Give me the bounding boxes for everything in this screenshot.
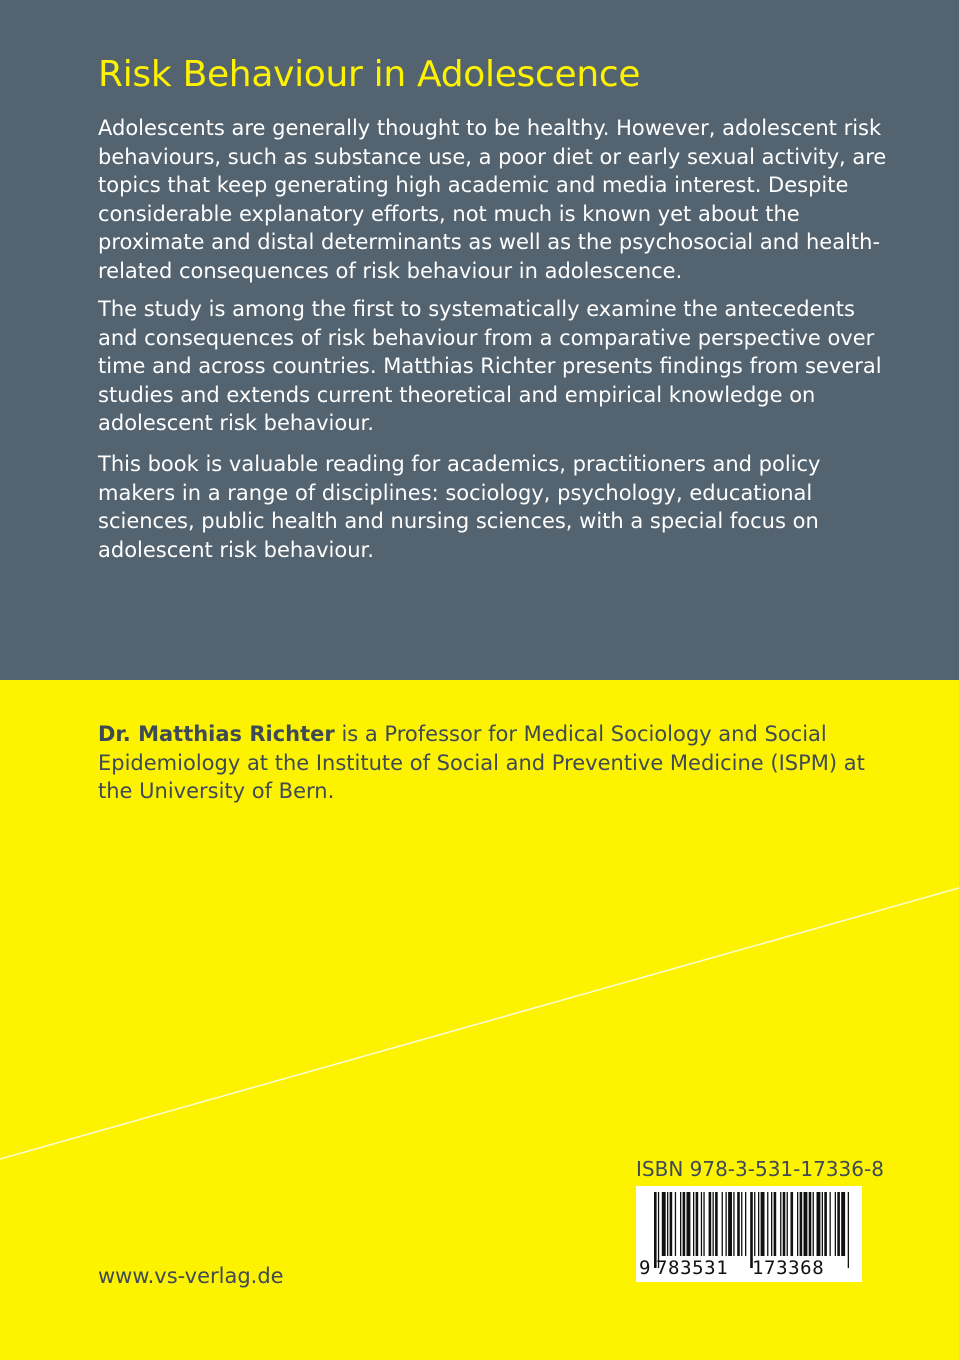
barcode-bar	[783, 1192, 786, 1256]
barcode-bar	[817, 1192, 821, 1256]
barcode-bar	[824, 1192, 827, 1256]
barcode-bar	[791, 1192, 794, 1256]
barcode-digits	[636, 1255, 862, 1281]
barcode-bar	[754, 1192, 755, 1256]
barcode-bar	[771, 1192, 772, 1256]
barcode-bar	[701, 1192, 702, 1256]
barcode-bar	[675, 1192, 676, 1256]
barcode-bar	[670, 1192, 673, 1256]
barcode-bar	[761, 1192, 765, 1256]
barcode-bar	[822, 1192, 823, 1256]
barcode-bar	[841, 1192, 845, 1256]
barcode-bar	[830, 1192, 831, 1256]
barcode-bar	[662, 1192, 666, 1256]
blurb-paragraph-1: Adolescents are generally thought to be healthy. However, adolescent risk behaviours, such as substance use, a poor diet or early sexual activity, are topics that keep generating high academic and media interest. Despite considerable explanatory efforts, not much is known yet about the proximate and distal determinants as well as the psychosocial and health-related consequences of risk behaviour in adolescence.	[98, 116, 887, 283]
barcode-left-digits: 783531	[656, 1257, 729, 1279]
barcode-bar	[797, 1192, 798, 1256]
barcode-bar	[745, 1192, 746, 1256]
barcode-bar	[758, 1192, 759, 1256]
author-bio	[98, 720, 898, 806]
barcode-bar	[713, 1192, 714, 1256]
barcode-bar	[800, 1192, 803, 1256]
author-name: Dr. Matthias Richter	[98, 722, 335, 746]
barcode-bar	[728, 1192, 732, 1256]
barcode-bar	[667, 1192, 668, 1256]
barcode	[636, 1186, 862, 1282]
blurb-paragraph-2: The study is among the first to systematically examine the antecedents and consequences of risk behaviour from a comparative perspective over time and across countries. Matthias Richter presents findings from several studies and extends current theoretical and empirical knowledge on adolescent risk behaviour.	[98, 297, 882, 435]
barcode-bar	[767, 1192, 768, 1256]
barcode-bar	[696, 1192, 699, 1256]
barcode-bar	[733, 1192, 734, 1256]
barcode-first-digit: 9	[639, 1257, 651, 1279]
barcode-bar	[693, 1192, 694, 1256]
barcode-bar	[722, 1192, 723, 1256]
barcode-bar	[737, 1192, 740, 1256]
barcode-bar	[835, 1192, 836, 1256]
barcode-bar	[837, 1192, 840, 1256]
book-title: Risk Behaviour in Adolescence	[98, 54, 641, 95]
author-description: is a Professor for Medical Sociology and Social Epidemiology at the Institute of Social and Preventive Medicine (ISPM) at the University of Bern.	[98, 722, 865, 803]
barcode-bar	[809, 1192, 812, 1256]
barcode-bar	[774, 1192, 777, 1256]
barcode-bar	[703, 1192, 704, 1256]
barcode-bar	[804, 1192, 808, 1256]
barcode-right-digits: 173368	[752, 1257, 825, 1279]
blurb-paragraph-3: This book is valuable reading for academics, practitioners and policy makers in a range of disciplines: sociology, psychology, educational sciences, public health and nursing sciences, with a special focus on adolescent risk behaviour.	[98, 452, 821, 562]
barcode-bar	[780, 1192, 781, 1256]
barcode-bar	[726, 1192, 727, 1256]
publisher-url: www.vs-verlag.de	[98, 1264, 284, 1288]
isbn-label: ISBN 978-3-531-17336-8	[636, 1157, 884, 1181]
barcode-bar	[741, 1192, 742, 1256]
barcode-bar	[687, 1192, 691, 1256]
barcode-bar	[813, 1192, 814, 1256]
barcode-bar	[709, 1192, 712, 1256]
barcode-bar	[680, 1192, 681, 1256]
barcode-bar	[683, 1192, 686, 1256]
barcode-bar	[715, 1192, 718, 1256]
barcode-bar	[787, 1192, 788, 1256]
